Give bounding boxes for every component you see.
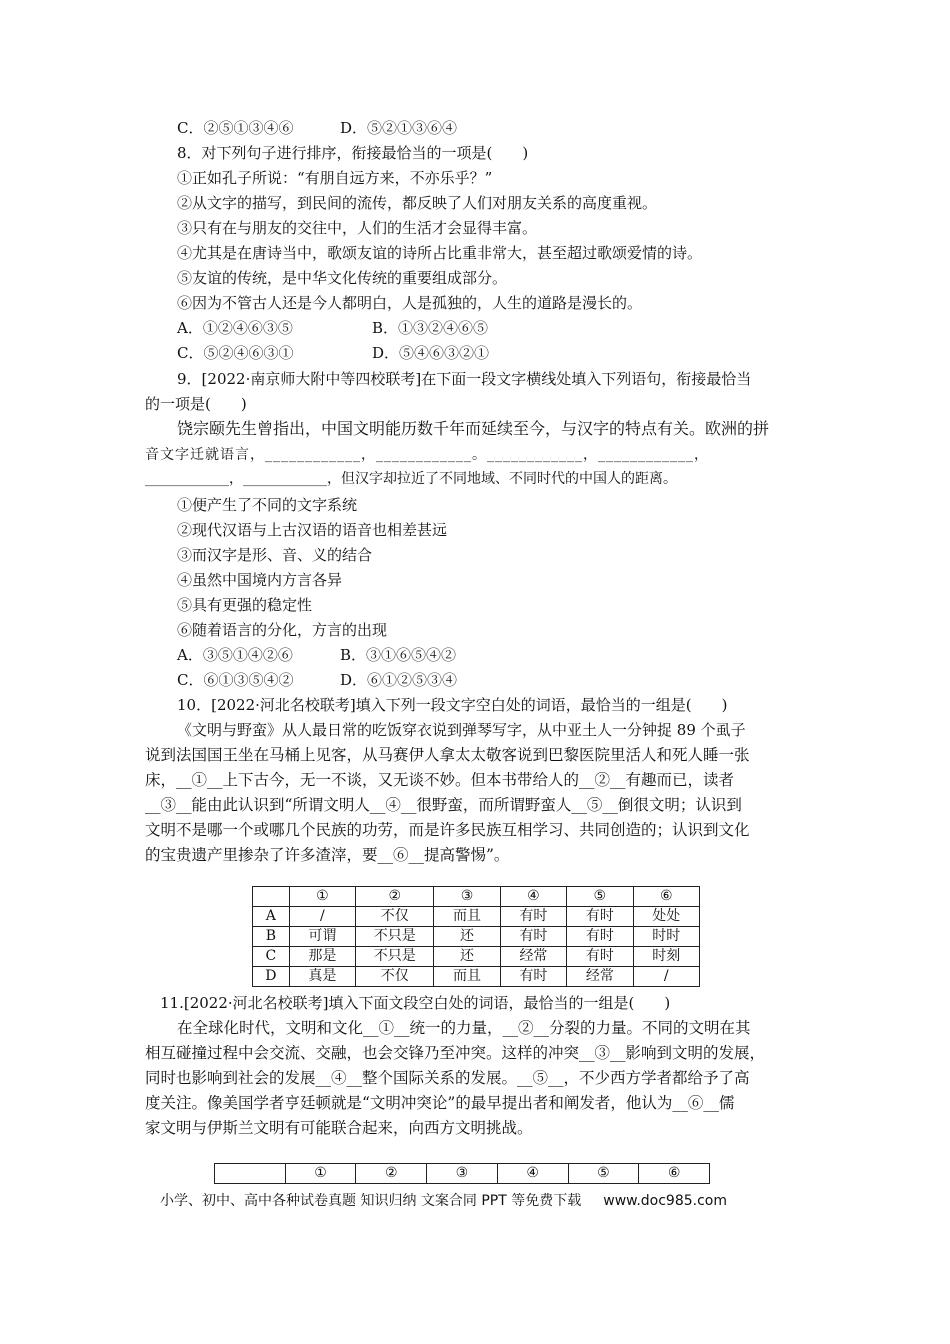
table-cell: / bbox=[633, 967, 699, 987]
table-cell: 经常 bbox=[567, 967, 633, 987]
table-cell: ⑤ bbox=[568, 1164, 639, 1184]
q9-item: ①便产生了不同的文字系统 bbox=[177, 496, 358, 514]
table-row bbox=[253, 907, 700, 927]
q10-passage-line: __③__能由此认识到“所谓文明人__④__很野蛮，而所谓野蛮人__⑤__倒很文明；认识到 bbox=[145, 796, 742, 814]
table-cell: ④ bbox=[500, 887, 566, 907]
page-footer bbox=[160, 1190, 727, 1210]
table-cell: 有时 bbox=[500, 967, 566, 987]
table-cell: 而且 bbox=[434, 907, 500, 927]
table-cell: ⑥ bbox=[633, 887, 699, 907]
table-cell: ③ bbox=[434, 887, 500, 907]
table-cell: 不仅 bbox=[356, 967, 434, 987]
q9-item: ④虽然中国境内方言各异 bbox=[177, 571, 343, 589]
q9-passage-line: 饶宗颐先生曾指出，中国文明能历数千年而延续至今，与汉字的特点有关。欧洲的拼 bbox=[177, 419, 770, 438]
table-cell: / bbox=[289, 907, 355, 927]
q9-option-c: C．⑥①③⑤④② bbox=[177, 671, 294, 689]
table-cell: ⑤ bbox=[567, 887, 633, 907]
table-cell: ④ bbox=[497, 1164, 568, 1184]
q8-option-c: C．⑤②④⑥③① bbox=[177, 344, 294, 362]
q11-passage-line: 同时也影响到社会的发展__④__整个国际关系的发展。__⑤__，不少西方学者都给予了高 bbox=[145, 1069, 750, 1087]
table-cell: 不只是 bbox=[356, 927, 434, 947]
q9-option-d: D．⑥①②⑤③④ bbox=[340, 671, 458, 689]
table-cell: 时刻 bbox=[633, 947, 699, 967]
q8-item: ⑤友谊的传统，是中华文化传统的重要组成部分。 bbox=[177, 269, 508, 287]
q11-options-table bbox=[214, 1163, 710, 1184]
q9-stem: 9．[2022·南京师大附中等四校联考]在下面一段文字横线处填入下列语句，衔接最恰当 bbox=[177, 370, 752, 388]
footer-text: 小学、初中、高中各种试卷真题 知识归纳 文案合同 PPT 等免费下载 bbox=[160, 1193, 582, 1209]
q8-item: ②从文字的描写，到民间的流传，都反映了人们对朋友关系的高度重视。 bbox=[177, 194, 658, 212]
q8-stem: 8．对下列句子进行排序，衔接最恰当的一项是( ) bbox=[177, 144, 529, 162]
table-cell bbox=[253, 887, 290, 907]
table-cell: 那是 bbox=[289, 947, 355, 967]
table-cell: D bbox=[253, 967, 290, 987]
q8-item: ③只有在与朋友的交往中，人们的生活才会显得丰富。 bbox=[177, 219, 538, 237]
table-header-row bbox=[253, 887, 700, 907]
table-cell: 经常 bbox=[500, 947, 566, 967]
q10-stem: 10．[2022·河北名校联考]填入下列一段文字空白处的词语，最恰当的一组是( ) bbox=[177, 696, 728, 714]
q9-item: ⑤具有更强的稳定性 bbox=[177, 596, 313, 614]
q9-item: ③而汉字是形、音、义的结合 bbox=[177, 546, 373, 564]
table-row bbox=[253, 947, 700, 967]
table-cell: 有时 bbox=[567, 947, 633, 967]
q9-option-a: A．③⑤①④②⑥ bbox=[177, 646, 293, 664]
table-cell: C bbox=[253, 947, 290, 967]
table-cell: 时时 bbox=[633, 927, 699, 947]
q8-item: ④尤其是在唐诗当中，歌颂友谊的诗所占比重非常大，甚至超过歌颂爱情的诗。 bbox=[177, 244, 703, 262]
q10-options-table bbox=[252, 886, 700, 987]
table-cell: 有时 bbox=[567, 927, 633, 947]
q11-stem: 11.[2022·河北名校联考]填入下面文段空白处的词语，最恰当的一组是( ) bbox=[160, 994, 671, 1012]
q8-item: ⑥因为不管古人还是今人都明白，人是孤独的，人生的道路是漫长的。 bbox=[177, 294, 643, 312]
q10-passage-line: 文明不是哪一个或哪几个民族的功劳，而是许多民族互相学习、共同创造的；认识到文化 bbox=[145, 821, 750, 839]
table-header-row bbox=[215, 1164, 710, 1184]
table-cell: 还 bbox=[434, 947, 500, 967]
table-cell: 不只是 bbox=[356, 947, 434, 967]
q9-passage-line: ____________，____________，但汉字却拉近了不同地域、不同时代的中国人的距离。 bbox=[145, 471, 677, 487]
table-cell: 而且 bbox=[434, 967, 500, 987]
footer-url[interactable]: www.doc985.com bbox=[603, 1193, 727, 1209]
q9-option-b: B．③①⑥⑤④② bbox=[340, 646, 457, 664]
table-cell: 有时 bbox=[567, 907, 633, 927]
q8-option-a: A．①②④⑥③⑤ bbox=[177, 319, 293, 337]
table-cell: B bbox=[253, 927, 290, 947]
q8-item: ①正如孔子所说：“有朋自远方来，不亦乐乎？” bbox=[177, 169, 493, 187]
q9-passage-line: 音文字迁就语言，____________，____________。____________，____________， bbox=[145, 447, 709, 463]
q11-passage-line: 相互碰撞过程中会交流、交融，也会交锋乃至冲突。这样的冲突__③__影响到文明的发展， bbox=[145, 1044, 766, 1062]
q10-passage-line: 《文明与野蛮》从人最日常的吃饭穿衣说到弹琴写字，从中亚土人一分钟捉 89 个虱子 bbox=[177, 721, 746, 739]
table-row bbox=[253, 967, 700, 987]
table-cell: ② bbox=[356, 887, 434, 907]
table-cell: 还 bbox=[434, 927, 500, 947]
table-cell: 处处 bbox=[633, 907, 699, 927]
q7-option-d: D．⑤②①③⑥④ bbox=[340, 119, 458, 137]
q9-stem-cont: 的一项是( ) bbox=[145, 395, 247, 413]
table-cell: 有时 bbox=[500, 907, 566, 927]
q11-passage-line: 度关注。像美国学者亨廷顿就是“文明冲突论”的最早提出者和阐发者，他认为__⑥__儒 bbox=[145, 1094, 735, 1112]
table-cell: 不仅 bbox=[356, 907, 434, 927]
table-cell: 可谓 bbox=[289, 927, 355, 947]
q11-passage-line: 在全球化时代，文明和文化__①__统一的力量，__②__分裂的力量。不同的文明在其 bbox=[177, 1019, 751, 1037]
q7-option-c: C．②⑤①③④⑥ bbox=[177, 119, 294, 137]
table-cell: ① bbox=[289, 887, 355, 907]
table-row bbox=[253, 927, 700, 947]
q9-item: ⑥随着语言的分化，方言的出现 bbox=[177, 621, 388, 639]
table-cell: ⑥ bbox=[639, 1164, 710, 1184]
q10-passage-line: 说到法国国王坐在马桶上见客，从马赛伊人拿太太敬客说到巴黎医院里活人和死人睡一张 bbox=[145, 746, 750, 764]
table-cell: 真是 bbox=[289, 967, 355, 987]
q9-item: ②现代汉语与上古汉语的语音也相差甚远 bbox=[177, 521, 448, 539]
table-cell: ② bbox=[356, 1164, 427, 1184]
q10-passage-line: 的宝贵遗产里掺杂了许多渣滓，要__⑥__提高警惕”。 bbox=[145, 846, 510, 864]
q8-option-b: B．①③②④⑥⑤ bbox=[372, 319, 489, 337]
table-cell: A bbox=[253, 907, 290, 927]
q8-option-d: D．⑤④⑥③②① bbox=[372, 344, 490, 362]
table-cell: 有时 bbox=[500, 927, 566, 947]
table-cell: ① bbox=[285, 1164, 356, 1184]
table-cell: ③ bbox=[427, 1164, 498, 1184]
q11-passage-line: 家文明与伊斯兰文明有可能联合起来，向西方文明挑战。 bbox=[145, 1119, 533, 1137]
q10-passage-line: 床，__①__上下古今，无一不谈，又无谈不妙。但本书带给人的__②__有趣而已，读者 bbox=[145, 771, 735, 789]
table-cell bbox=[215, 1164, 286, 1184]
